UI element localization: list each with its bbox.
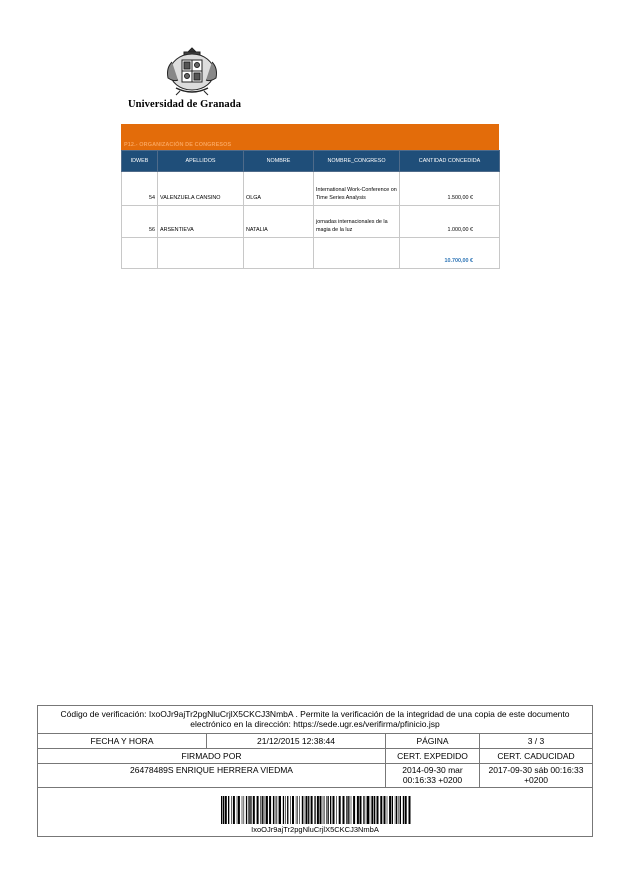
barcode-bar (308, 796, 309, 824)
fecha-value: 21/12/2015 12:38:44 (206, 734, 385, 748)
barcode-bar (360, 796, 362, 824)
data-table (121, 150, 500, 269)
firmante: 26478489S ENRIQUE HERRERA VIEDMA (130, 765, 293, 775)
barcode-bar (244, 796, 245, 824)
barcode-bar (292, 796, 294, 824)
firmado-label: FIRMADO POR (181, 751, 242, 761)
barcode-bar (264, 796, 265, 824)
barcode-bar (246, 796, 247, 824)
total-amount: 10.700,00 € (400, 238, 500, 269)
cell-congreso: International Work-Conference on Time Series Analysis (314, 172, 400, 206)
barcode-bar (357, 796, 359, 824)
barcode-bar (237, 796, 238, 824)
barcode-bar (324, 796, 325, 824)
barcode-bar (409, 796, 411, 824)
barcode-bar (320, 796, 322, 824)
barcode-bar (287, 796, 288, 824)
barcode-bar (248, 796, 249, 824)
barcode-caption: IxoOJr9ajTr2pgNluCrjlX5CKCJ3NmbA (251, 825, 379, 834)
barcode-bar (250, 796, 251, 824)
table-total-row (122, 238, 500, 269)
barcode-bar (333, 796, 335, 824)
barcode-bar (278, 796, 279, 824)
barcode-bar (223, 796, 224, 824)
barcode-bar (262, 796, 263, 824)
barcode-bar (276, 796, 277, 824)
barcode-bar (389, 796, 391, 824)
barcode-bar (285, 796, 286, 824)
barcode-bar (380, 796, 382, 824)
university-name: Universidad de Granada (128, 99, 242, 110)
barcode-bar (400, 796, 401, 824)
barcode-bar (346, 796, 347, 824)
barcode-bar (370, 796, 371, 824)
barcode-bar (399, 796, 400, 824)
empty-cell (314, 238, 400, 269)
column-header: CANTIDAD CONCEDIDA (400, 151, 500, 172)
barcode-bar (297, 796, 298, 824)
barcode-bar (296, 796, 297, 824)
barcode-bar (348, 796, 349, 824)
verification-box (37, 705, 593, 837)
university-crest-logo (162, 44, 222, 98)
cell-cantidad: 1.000,00 € (400, 206, 500, 238)
caducidad-label: CERT. CADUCIDAD (479, 749, 592, 763)
pagina-label: PÁGINA (385, 734, 479, 748)
pagina-value: 3 / 3 (479, 734, 592, 748)
barcode-bar (314, 796, 315, 824)
expedido-value: 2014-09-30 mar 00:16:33 +0200 (385, 764, 479, 787)
cell-apellidos: ARSENTIEVA (158, 206, 244, 238)
barcode-bar (330, 796, 331, 824)
barcode-bar (387, 796, 388, 824)
barcode-bar (367, 796, 369, 824)
cell-cantidad: 1.500,00 € (400, 172, 500, 206)
barcode-bar (351, 796, 352, 824)
cell-congreso: jornadas internacionales de la magia de la luz (314, 206, 400, 238)
barcode-bar (366, 796, 367, 824)
barcode-bar (353, 796, 355, 824)
barcode-bar (336, 796, 337, 824)
firmado-header-row (38, 749, 592, 764)
barcode-bar (371, 796, 373, 824)
cell-apellidos: VALENZUELA CANSINO (158, 172, 244, 206)
barcode-bar (323, 796, 324, 824)
barcode-bar (275, 796, 276, 824)
barcode-bar (228, 796, 229, 824)
barcode-bar (395, 796, 396, 824)
column-header: IDWEB (122, 151, 158, 172)
empty-cell (244, 238, 314, 269)
verification-barcode (221, 796, 411, 824)
barcode-bar (269, 796, 271, 824)
barcode-bar (299, 796, 300, 824)
barcode-bar (302, 796, 303, 824)
firmado-value-row (38, 764, 592, 788)
congress-organization-table (121, 124, 499, 269)
section-title: P12.- ORGANIZACIÓN DE CONGRESOS (124, 142, 232, 148)
empty-cell (122, 238, 158, 269)
verification-code-row (38, 706, 592, 734)
barcode-bar (311, 796, 313, 824)
barcode-bar (266, 796, 268, 824)
barcode-bar (273, 796, 274, 824)
barcode-bar (279, 796, 281, 824)
column-header: APELLIDOS (158, 151, 244, 172)
barcode-bar (396, 796, 397, 824)
barcode-bar (384, 796, 386, 824)
table-header-row (122, 151, 500, 172)
cell-idweb: 54 (122, 172, 158, 206)
barcode-bar (343, 796, 345, 824)
barcode-bar (221, 796, 222, 824)
table-row (122, 172, 500, 206)
caducidad-value: 2017-09-30 sáb 00:16:33 +0200 (479, 764, 592, 787)
barcode-bar (260, 796, 261, 824)
fecha-label: FECHA Y HORA (90, 736, 154, 746)
barcode-bar (363, 796, 364, 824)
cell-nombre: NATALIA (244, 206, 314, 238)
barcode-bar (238, 796, 240, 824)
verification-code-text: Código de verificación: IxoOJr9ajTr2pgNluCrjlX5CKCJ3NmbA . Permite la verificación de la integridad de una copia de este documento electrónico en la dirección: https://sede.ugr.es/verifirma/pfinicio.jsp (60, 709, 570, 729)
barcode-bar (304, 796, 305, 824)
barcode-bar (339, 796, 341, 824)
barcode-bar (242, 796, 243, 824)
barcode-bar (317, 796, 319, 824)
barcode-bar (283, 796, 284, 824)
barcode-bar (290, 796, 291, 824)
table-row (122, 206, 500, 238)
barcode-bar (328, 796, 329, 824)
column-header: NOMBRE (244, 151, 314, 172)
barcode-bar (377, 796, 379, 824)
barcode-bar (231, 796, 232, 824)
barcode-bar (253, 796, 255, 824)
barcode-bar (326, 796, 327, 824)
cell-nombre: OLGA (244, 172, 314, 206)
barcode-bar (374, 796, 375, 824)
empty-cell (158, 238, 244, 269)
barcode-bar (403, 796, 404, 824)
column-header: NOMBRE_CONGRESO (314, 151, 400, 172)
barcode-bar (257, 796, 259, 824)
expedido-label: CERT. EXPEDIDO (385, 749, 479, 763)
section-header-bar (121, 124, 499, 150)
barcode-bar (306, 796, 308, 824)
barcode-bar (265, 796, 266, 824)
cell-idweb: 56 (122, 206, 158, 238)
barcode-bar (405, 796, 407, 824)
barcode-bar (392, 796, 393, 824)
barcode-bar (233, 796, 235, 824)
barcode-bar (225, 796, 227, 824)
fecha-row (38, 734, 592, 749)
